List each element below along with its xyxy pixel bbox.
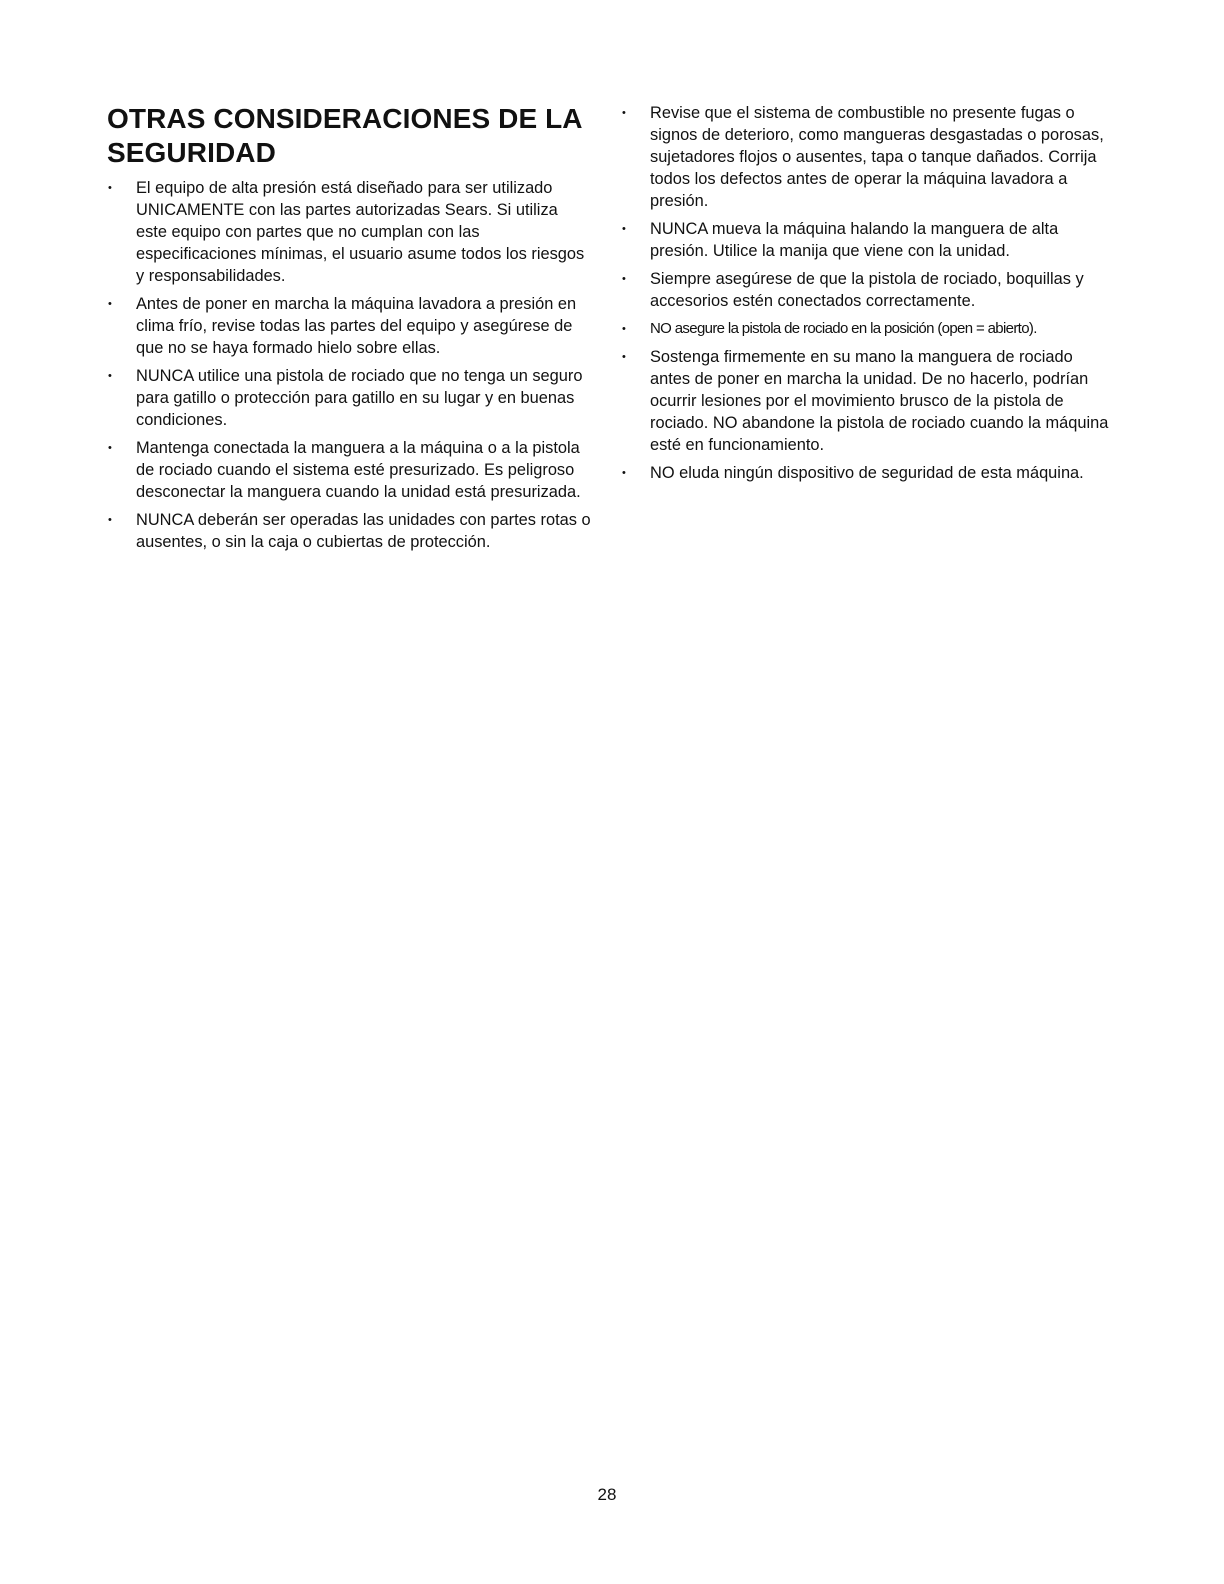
- bullet-icon: •: [108, 182, 112, 194]
- bullet-icon: •: [108, 442, 112, 454]
- list-item: [107, 177, 593, 287]
- list-item: [107, 509, 593, 553]
- list-item: [107, 293, 593, 359]
- page-number: 28: [597, 1485, 617, 1504]
- section-title: OTRAS CONSIDERACIONES DE LA SEGURIDAD: [107, 103, 582, 168]
- list-item: [621, 462, 1111, 484]
- right-column: [621, 102, 1111, 490]
- list-item: [107, 365, 593, 431]
- bullet-icon: •: [108, 514, 112, 526]
- list-item: [107, 437, 593, 503]
- bullet-icon: •: [622, 323, 626, 335]
- list-item: [621, 346, 1111, 456]
- list-item-text: Siempre asegúrese de que la pistola de rociado, boquillas y accesorios estén conectados correctamente.: [650, 270, 1084, 310]
- bullet-icon: •: [622, 467, 626, 479]
- bullet-icon: •: [622, 223, 626, 235]
- list-item-text: NO asegure la pistola de rociado en la posición (open = abierto).: [650, 320, 1037, 337]
- bullet-icon: •: [622, 351, 626, 363]
- list-item: [621, 102, 1111, 212]
- list-item: [621, 218, 1111, 262]
- list-item-text: NUNCA utilice una pistola de rociado que no tenga un seguro para gatillo o protección para gatillo en su lugar y en buenas condiciones.: [136, 367, 583, 429]
- list-item-text: NUNCA deberán ser operadas las unidades con partes rotas o ausentes, o sin la caja o cubiertas de protección.: [136, 511, 591, 551]
- list-item-text: NUNCA mueva la máquina halando la manguera de alta presión. Utilice la manija que viene con la unidad.: [650, 220, 1059, 260]
- list-item: [621, 318, 1111, 340]
- list-item-text: Mantenga conectada la manguera a la máquina o a la pistola de rociado cuando el sistema esté presurizado. Es peligroso desconectar la manguera cuando la unidad está presurizada.: [136, 439, 581, 501]
- bullet-icon: •: [108, 298, 112, 310]
- list-item-text: NO eluda ningún dispositivo de seguridad de esta máquina.: [650, 464, 1084, 482]
- list-item-text: El equipo de alta presión está diseñado para ser utilizado UNICAMENTE con las partes autorizadas Sears. Si utiliza este equipo con partes que no cumplan con las especificaciones mínimas, el usuario asume todos los riesgos y responsabilidades.: [136, 179, 585, 285]
- list-item-text: Sostenga firmemente en su mano la manguera de rociado antes de poner en marcha la unidad. De no hacerlo, podrían ocurrir lesiones por el movimiento brusco de la pistola de rociado. NO abandone la pistola de rociado cuando la máquina esté en funcionamiento.: [650, 348, 1109, 454]
- list-item-text: Revise que el sistema de combustible no presente fugas o signos de deterioro, como mangueras desgastadas o porosas, sujetadores flojos o ausentes, tapa o tanque dañados. Corrija todos los defectos antes de operar la máquina lavadora a presión.: [650, 104, 1104, 210]
- bullet-icon: •: [622, 273, 626, 285]
- bullet-icon: •: [622, 107, 626, 119]
- right-bullet-list: [621, 102, 1111, 484]
- list-item-text: Antes de poner en marcha la máquina lavadora a presión en clima frío, revise todas las partes del equipo y asegúrese de que no se haya formado hielo sobre ellas.: [136, 295, 577, 357]
- bullet-icon: •: [108, 370, 112, 382]
- left-column: [107, 102, 593, 559]
- left-bullet-list: [107, 177, 593, 553]
- list-item: [621, 268, 1111, 312]
